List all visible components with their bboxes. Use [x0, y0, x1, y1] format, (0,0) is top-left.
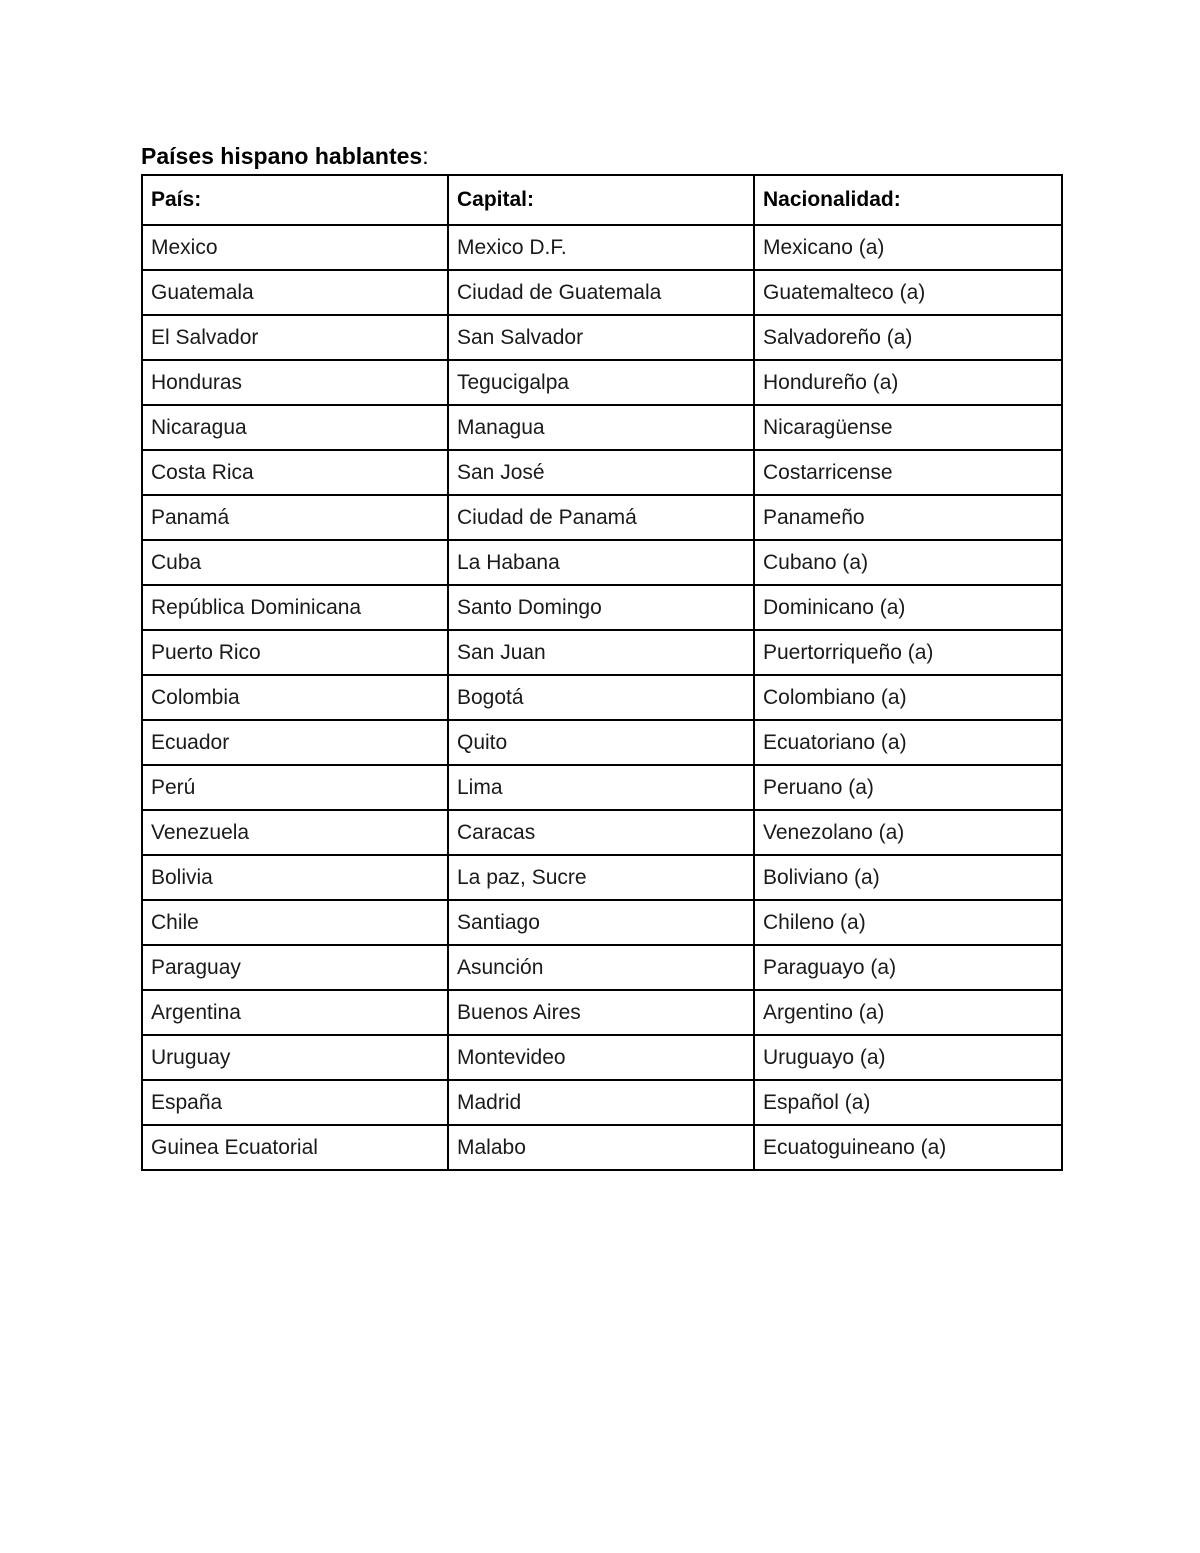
table-row — [142, 1080, 1062, 1125]
cell-country: Costa Rica — [142, 450, 448, 495]
cell-nationality: Costarricense — [754, 450, 1062, 495]
cell-capital: Caracas — [448, 810, 754, 855]
table-header-row — [142, 175, 1062, 225]
cell-capital: Managua — [448, 405, 754, 450]
cell-capital: Montevideo — [448, 1035, 754, 1080]
cell-country: Colombia — [142, 675, 448, 720]
table-row — [142, 1125, 1062, 1170]
table-body — [142, 225, 1062, 1170]
cell-capital: Santo Domingo — [448, 585, 754, 630]
cell-country: Uruguay — [142, 1035, 448, 1080]
cell-country: Nicaragua — [142, 405, 448, 450]
cell-capital: San José — [448, 450, 754, 495]
cell-nationality: Puertorriqueño (a) — [754, 630, 1062, 675]
cell-capital: Santiago — [448, 900, 754, 945]
cell-nationality: Español (a) — [754, 1080, 1062, 1125]
cell-capital: Asunción — [448, 945, 754, 990]
header-nationality: Nacionalidad: — [754, 175, 1062, 225]
cell-nationality: Dominicano (a) — [754, 585, 1062, 630]
cell-nationality: Nicaragüense — [754, 405, 1062, 450]
cell-nationality: Uruguayo (a) — [754, 1035, 1062, 1080]
cell-capital: Madrid — [448, 1080, 754, 1125]
cell-nationality: Salvadoreño (a) — [754, 315, 1062, 360]
cell-nationality: Paraguayo (a) — [754, 945, 1062, 990]
cell-country: Mexico — [142, 225, 448, 270]
table-row — [142, 855, 1062, 900]
cell-country: Puerto Rico — [142, 630, 448, 675]
cell-capital: Buenos Aires — [448, 990, 754, 1035]
table-row — [142, 405, 1062, 450]
cell-capital: Malabo — [448, 1125, 754, 1170]
table-row — [142, 720, 1062, 765]
cell-nationality: Hondureño (a) — [754, 360, 1062, 405]
cell-capital: San Juan — [448, 630, 754, 675]
cell-nationality: Argentino (a) — [754, 990, 1062, 1035]
cell-nationality: Ecuatoriano (a) — [754, 720, 1062, 765]
table-row — [142, 900, 1062, 945]
cell-country: Cuba — [142, 540, 448, 585]
cell-country: Panamá — [142, 495, 448, 540]
table-row — [142, 225, 1062, 270]
table-row — [142, 585, 1062, 630]
table-row — [142, 1035, 1062, 1080]
countries-table — [141, 174, 1063, 1171]
cell-country: República Dominicana — [142, 585, 448, 630]
cell-country: España — [142, 1080, 448, 1125]
cell-capital: Ciudad de Guatemala — [448, 270, 754, 315]
table-row — [142, 450, 1062, 495]
cell-country: Ecuador — [142, 720, 448, 765]
title-colon: : — [422, 143, 429, 169]
cell-nationality: Cubano (a) — [754, 540, 1062, 585]
cell-nationality: Boliviano (a) — [754, 855, 1062, 900]
table-row — [142, 765, 1062, 810]
cell-country: Paraguay — [142, 945, 448, 990]
cell-nationality: Mexicano (a) — [754, 225, 1062, 270]
table-row — [142, 945, 1062, 990]
cell-country: Venezuela — [142, 810, 448, 855]
cell-nationality: Ecuatoguineano (a) — [754, 1125, 1062, 1170]
cell-country: Honduras — [142, 360, 448, 405]
title-text: Países hispano hablantes — [141, 143, 423, 169]
cell-capital: San Salvador — [448, 315, 754, 360]
table-row — [142, 810, 1062, 855]
table-row — [142, 540, 1062, 585]
table-row — [142, 630, 1062, 675]
table-row — [142, 495, 1062, 540]
table-row — [142, 990, 1062, 1035]
cell-nationality: Peruano (a) — [754, 765, 1062, 810]
cell-nationality: Colombiano (a) — [754, 675, 1062, 720]
cell-capital: La paz, Sucre — [448, 855, 754, 900]
cell-capital: Quito — [448, 720, 754, 765]
cell-capital: Bogotá — [448, 675, 754, 720]
cell-country: Guinea Ecuatorial — [142, 1125, 448, 1170]
cell-country: Bolivia — [142, 855, 448, 900]
cell-country: Perú — [142, 765, 448, 810]
cell-capital: La Habana — [448, 540, 754, 585]
table-row — [142, 360, 1062, 405]
cell-capital: Lima — [448, 765, 754, 810]
cell-nationality: Guatemalteco (a) — [754, 270, 1062, 315]
cell-country: Chile — [142, 900, 448, 945]
cell-country: Argentina — [142, 990, 448, 1035]
cell-nationality: Panameño — [754, 495, 1062, 540]
cell-country: El Salvador — [142, 315, 448, 360]
cell-country: Guatemala — [142, 270, 448, 315]
header-country: País: — [142, 175, 448, 225]
table-row — [142, 315, 1062, 360]
cell-capital: Tegucigalpa — [448, 360, 754, 405]
header-capital: Capital: — [448, 175, 754, 225]
table-row — [142, 270, 1062, 315]
cell-capital: Ciudad de Panamá — [448, 495, 754, 540]
cell-nationality: Venezolano (a) — [754, 810, 1062, 855]
cell-capital: Mexico D.F. — [448, 225, 754, 270]
page-title — [141, 141, 429, 171]
cell-nationality: Chileno (a) — [754, 900, 1062, 945]
table-row — [142, 675, 1062, 720]
